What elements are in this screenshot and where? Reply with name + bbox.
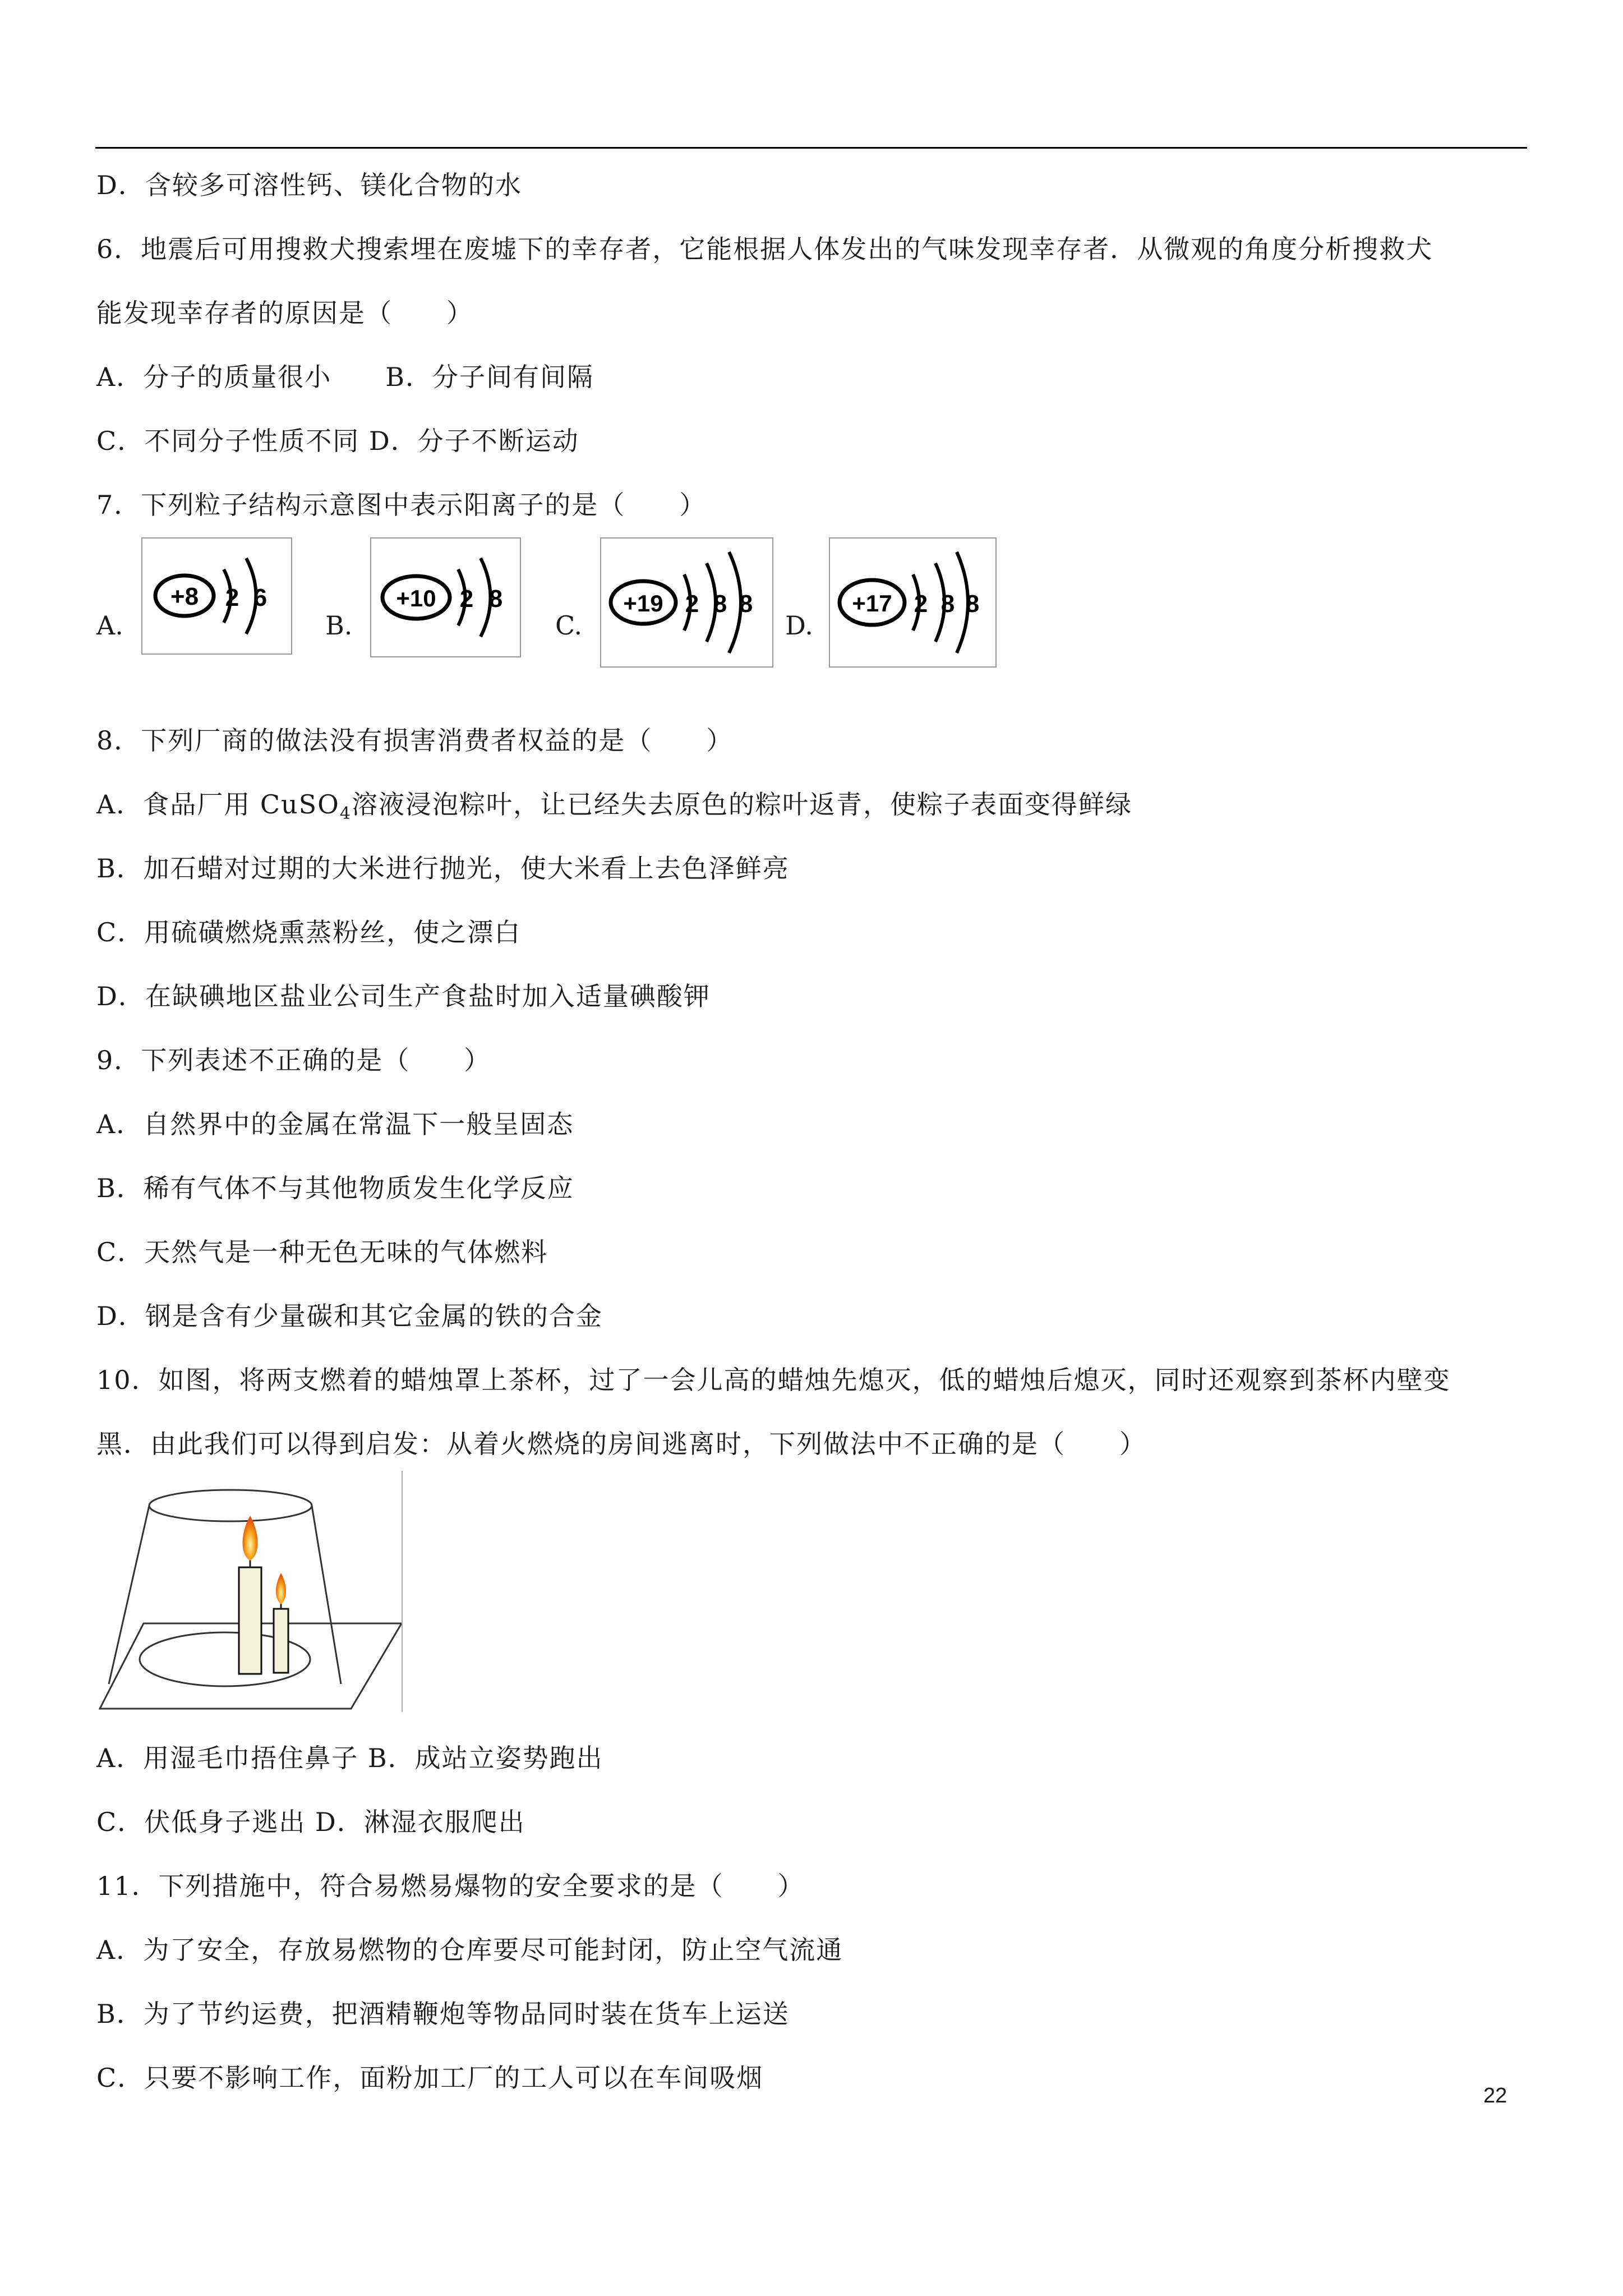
q9-option-d: D．钢是含有少量碳和其它金属的铁的合金 [96, 1301, 603, 1331]
q7-option-b-label: B. [325, 610, 353, 641]
q7-option-b-diagram [370, 537, 521, 657]
shell-1-count: 2 [459, 585, 474, 613]
nucleus-charge: +17 [852, 590, 892, 616]
tall-candle [239, 1567, 261, 1674]
q5-option-d: D．含较多可溶性钙、镁化合物的水 [96, 170, 522, 200]
shell-1-count: 2 [225, 584, 239, 611]
shell-2-count: 8 [488, 585, 503, 613]
q9-option-a: A．自然界中的金属在常温下一般呈固态 [96, 1109, 574, 1139]
page-number: 22 [1483, 2084, 1507, 2108]
q7-option-d-label: D. [785, 610, 813, 641]
q7-option-a-label: A. [96, 610, 123, 641]
nucleus-charge: +8 [170, 583, 199, 610]
q10-stem-line1: 10．如图，将两支燃着的蜡烛罩上茶杯，过了一会儿高的蜡烛先熄灭，低的蜡烛后熄灭，同时还观察到茶杯内壁变 [96, 1365, 1451, 1395]
q10-options-cd: C．伏低身子逃出 D．淋湿衣服爬出 [96, 1807, 525, 1837]
q8-stem: 8．下列厂商的做法没有损害消费者权益的是（ ） [96, 725, 734, 756]
q11-option-b: B．为了节约运费，把酒精鞭炮等物品同时装在货车上运送 [96, 1999, 790, 2029]
q7-stem: 7．下列粒子结构示意图中表示阳离子的是（ ） [96, 490, 707, 520]
q8-option-d: D．在缺碘地区盐业公司生产食盐时加入适量碘酸钾 [96, 981, 711, 1011]
q10-candle-figure [99, 1471, 403, 1712]
shell-3-count: 8 [739, 590, 753, 618]
q6-options-ab: A．分子的质量很小 B．分子间有间隔 [96, 362, 594, 392]
q9-option-b: B．稀有气体不与其他物质发生化学反应 [96, 1173, 574, 1203]
shell-1-count: 2 [914, 590, 928, 618]
cup-bottom-rim [149, 1490, 312, 1521]
q9-stem: 9．下列表述不正确的是（ ） [96, 1045, 491, 1075]
q7-option-c-label: C. [555, 610, 583, 641]
q8-option-b: B．加石蜡对过期的大米进行抛光，使大米看上去色泽鲜亮 [96, 853, 790, 884]
q10-stem-line2: 黑．由此我们可以得到启发：从着火燃烧的房间逃离时，下列做法中不正确的是（ ） [96, 1429, 1146, 1459]
shell-2-count: 6 [253, 584, 268, 611]
shell-3-count: 8 [965, 590, 980, 618]
header-rule [95, 147, 1527, 149]
q6-stem-line2: 能发现幸存者的原因是（ ） [96, 298, 473, 328]
short-candle [274, 1609, 288, 1673]
q7-option-d-diagram [829, 537, 997, 668]
q6-stem-line1: 6．地震后可用搜救犬搜索埋在废墟下的幸存者，它能根据人体发出的气味发现幸存者．从微观的角度分析搜救犬 [96, 234, 1433, 264]
q6-options-cd: C．不同分子性质不同 D．分子不断运动 [96, 426, 579, 456]
shell-1-count: 2 [685, 590, 699, 618]
nucleus-charge: +19 [623, 590, 663, 616]
q7-option-c-diagram [600, 537, 773, 668]
q11-option-a: A．为了安全，存放易燃物的仓库要尽可能封闭，防止空气流通 [96, 1935, 843, 1965]
nucleus-charge: +10 [396, 585, 436, 611]
q8-option-a: A．食品厂用 CuSO$_4$溶液浸泡粽叶，让已经失去原色的粽叶返青，使粽子表面变得鲜绿 [96, 789, 1132, 824]
tall-candle-flame [243, 1516, 258, 1561]
q7-option-a-diagram [141, 537, 292, 655]
shell-2-count: 8 [940, 590, 955, 618]
q9-option-c: C．天然气是一种无色无味的气体燃料 [96, 1237, 548, 1267]
short-candle-flame [276, 1573, 286, 1604]
shell-2-count: 8 [713, 590, 727, 618]
q11-option-c: C．只要不影响工作，面粉加工厂的工人可以在车间吸烟 [96, 2063, 764, 2093]
q10-options-ab: A．用湿毛巾捂住鼻子 B．成站立姿势跑出 [96, 1743, 603, 1773]
q11-stem: 11．下列措施中，符合易燃易爆物的安全要求的是（ ） [96, 1871, 805, 1901]
q8-option-c: C．用硫磺燃烧熏蒸粉丝，使之漂白 [96, 917, 522, 947]
